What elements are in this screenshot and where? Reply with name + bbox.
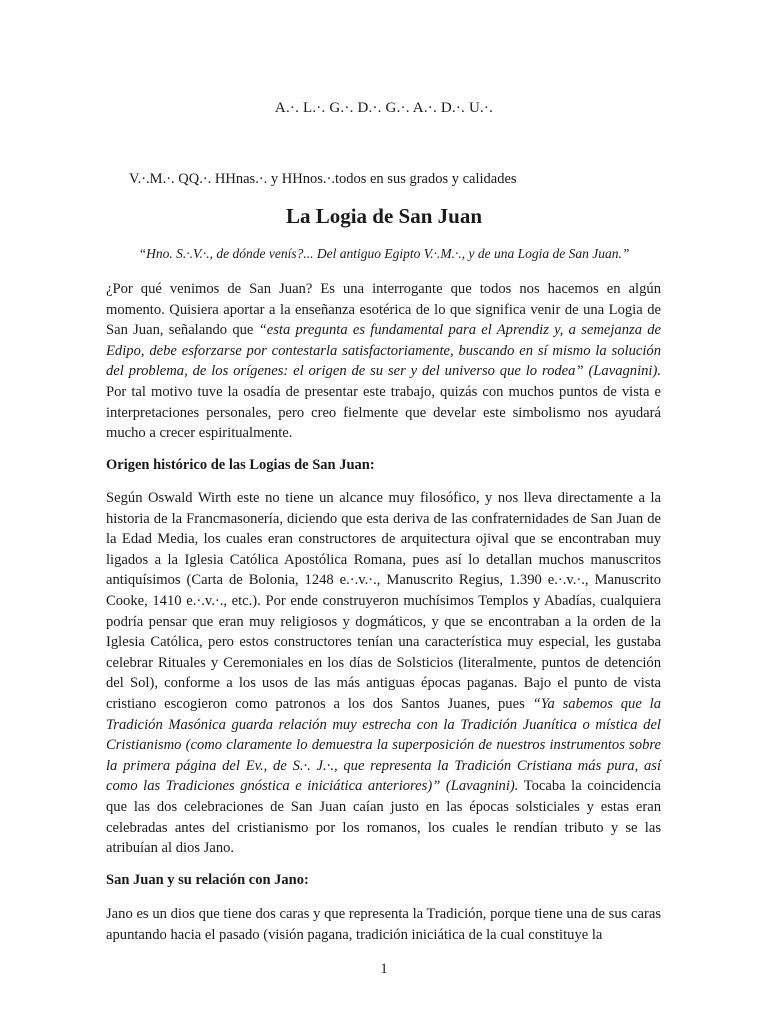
origin-quote: “Ya sabemos que la Tradición Masónica guarda relación muy estrecha con la Tradición Juanítica o mística del Cristianismo (como claramente lo demuestra la superposición de nuestros instrumentos sobre la primera página del Ev., de S.·. J.·., que representa la Tradición Cristiana más pura, así como las Tradiciones gnóstica e iniciática anteriores)” (Lavagnini). bbox=[106, 695, 662, 795]
salutation: V.·.M.·. QQ.·. HHnas.·. y HHnos.·.todos en sus grados y calidades bbox=[129, 171, 517, 187]
origin-text-b: Tocaba la coincidencia que las dos celebraciones de San Juan caían justo en las épocas solsticiales y estas eran celebradas antes del cristianismo por los romanos, los cuales le rendían tributo y se las atribuían al dios Jano. bbox=[106, 778, 661, 857]
epigraph: “Hno. S.·.V.·., de dónde venís?... Del antiguo Egipto V.·.M.·., y de una Logia de San Juan.” bbox=[138, 246, 630, 261]
section-heading-origin: Origen histórico de las Logias de San Juan: bbox=[106, 457, 375, 473]
document-title: La Logia de San Juan bbox=[285, 204, 483, 228]
jano-paragraph: Jano es un dios que tiene dos caras y que representa la Tradición, porque tiene una de sus caras apuntando hacia el pasado (visión pagana, tradición iniciática de la cual constituye la bbox=[106, 906, 661, 943]
origin-text-a: Según Oswald Wirth este no tiene un alcance muy filosófico, y nos lleva directamente a la historia de la Francmasonería, diciendo que esta deriva de las confraternidades de San Juan de la Edad Media, los cuales eran constructores de arquitectura ojival que se encontraban muy ligados a la Iglesia Católica Apostólica Romana, pues así lo detallan muchos manuscritos antiquísimos (Carta de Bolonia, 1248 e.·.v.·., Manuscrito Regius, 1.390 e.·.v.·., Manuscrito Cooke, 1410 e.·.v.·., etc.). Por ende construyeron muchísimos Templos y Abadías, cualquiera podría pensar que eran muy religiosos y dogmáticos, y que se encontraban a la orden de la Iglesia Católica, pero estos constructores tenían una característica muy especial, les gustaba celebrar Rituales y Ceremoniales en los días de Solsticios (literalmente, puntos de detención del Sol), conforme a los usos de las más antiguas épocas paganas. Bajo el punto de vista cristiano escogieron como patronos a los dos Santos Juanes, pues bbox=[106, 490, 661, 712]
page-number: 1 bbox=[380, 961, 388, 977]
intro-paragraph bbox=[106, 279, 661, 444]
masonic-invocation-header: A.·. L.·. G.·. D.·. G.·. A.·. D.·. U.·. bbox=[274, 100, 494, 116]
origin-paragraph bbox=[106, 488, 661, 859]
intro-quote: “esta pregunta es fundamental para el Aprendiz y, a semejanza de Edipo, debe esforzarse por contestarla satisfactoriamente, buscando en sí mismo la solución del problema, de los orígenes: el origen de su ser y del universo que lo rodea” (Lavagnini). bbox=[106, 322, 662, 380]
section-heading-jano: San Juan y su relación con Jano: bbox=[106, 872, 309, 888]
intro-text-b: Por tal motivo tuve la osadía de presentar este trabajo, quizás con muchos puntos de vista e interpretaciones personales, pero creo fielmente que develar este simbolismo nos ayudará mucho a crecer espiritualmente. bbox=[106, 383, 661, 442]
intro-text-a: ¿Por qué venimos de San Juan? Es una interrogante que todos nos hacemos en algún momento. Quisiera aportar a la enseñanza esotérica de lo que significa venir de una Logia de San Juan, señalando que bbox=[106, 281, 661, 339]
